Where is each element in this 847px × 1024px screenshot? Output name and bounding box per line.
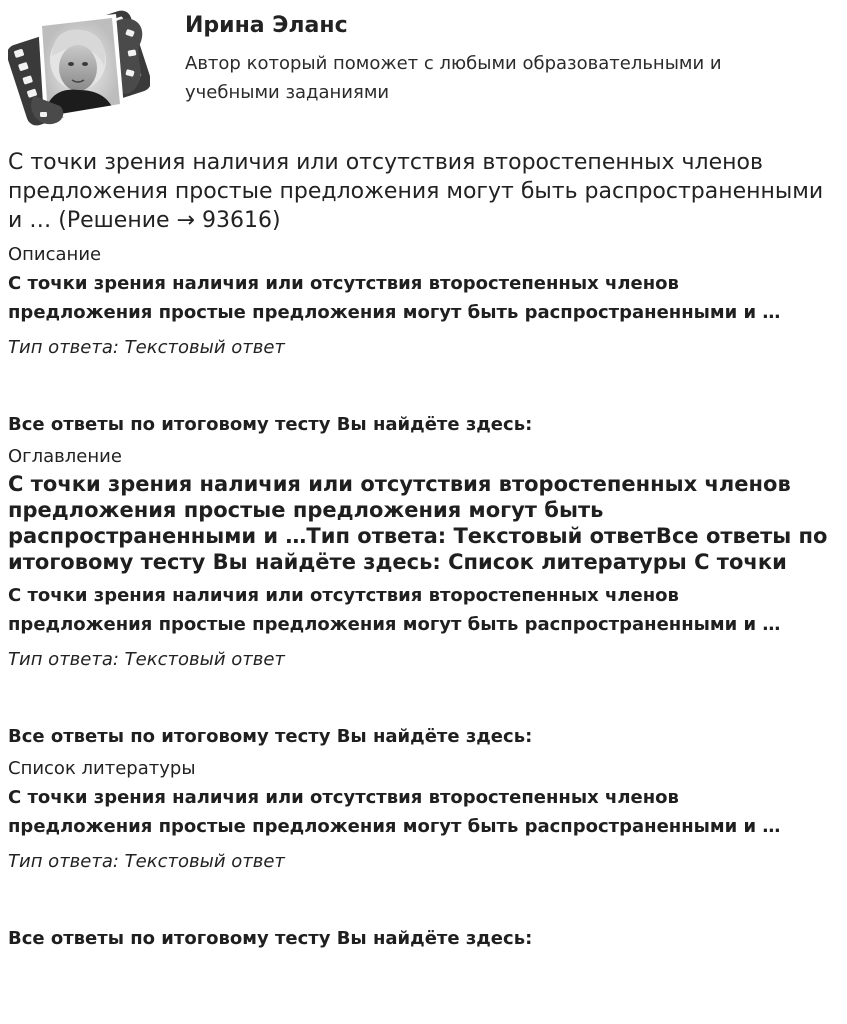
description-lead-text [8,269,838,327]
lead-line: С точки зрения наличия или отсутствия второстепенных членов [8,585,679,606]
toc-heading: С точки зрения наличия или отсутствия второстепенных членов предложения простые предложения могут быть распространенными и …Тип ответа: Текстовый ответВсе ответы по итоговому тесту Вы найдёте здесь: Список литературы С точки [8,472,828,574]
section-label-references: Список литературы [8,758,196,779]
references-lead-text [8,783,838,841]
description-section [8,243,838,437]
lead-line: С точки зрения наличия или отсутствия второстепенных членов [8,787,679,808]
lead-line: предложения простые предложения могут быть распространенными и … [8,614,781,635]
lead-line: предложения простые предложения могут быть распространенными и … [8,302,781,323]
lead-line: С точки зрения наличия или отсутствия второстепенных членов [8,273,679,294]
section-label-toc: Оглавление [8,446,122,467]
film-frame-avatar-icon [8,8,150,128]
lead-line: предложения простые предложения могут быть распространенными и … [8,816,781,837]
all-answers-text: Все ответы по итоговому тесту Вы найдёте здесь: [8,928,533,949]
all-answers-text: Все ответы по итоговому тесту Вы найдёте здесь: [8,726,533,747]
toc-lead-text [8,581,838,639]
references-section [8,757,838,951]
main-content [8,148,838,951]
author-description: Автор который поможет с любыми образовательными и учебными заданиями [185,53,722,103]
answer-type: Тип ответа: Текстовый ответ [8,851,285,872]
author-name[interactable]: Ирина Эланс [185,13,348,38]
page-title: С точки зрения наличия или отсутствия второстепенных членов предложения простые предложения могут быть распространенными и … (Решение → 93616) [8,150,824,233]
avatar [8,8,150,128]
toc-section [8,445,838,749]
answer-type: Тип ответа: Текстовый ответ [8,337,285,358]
all-answers-text: Все ответы по итоговому тесту Вы найдёте здесь: [8,414,533,435]
author-card [0,0,847,140]
answer-type: Тип ответа: Текстовый ответ [8,649,285,670]
section-label-description: Описание [8,244,102,265]
